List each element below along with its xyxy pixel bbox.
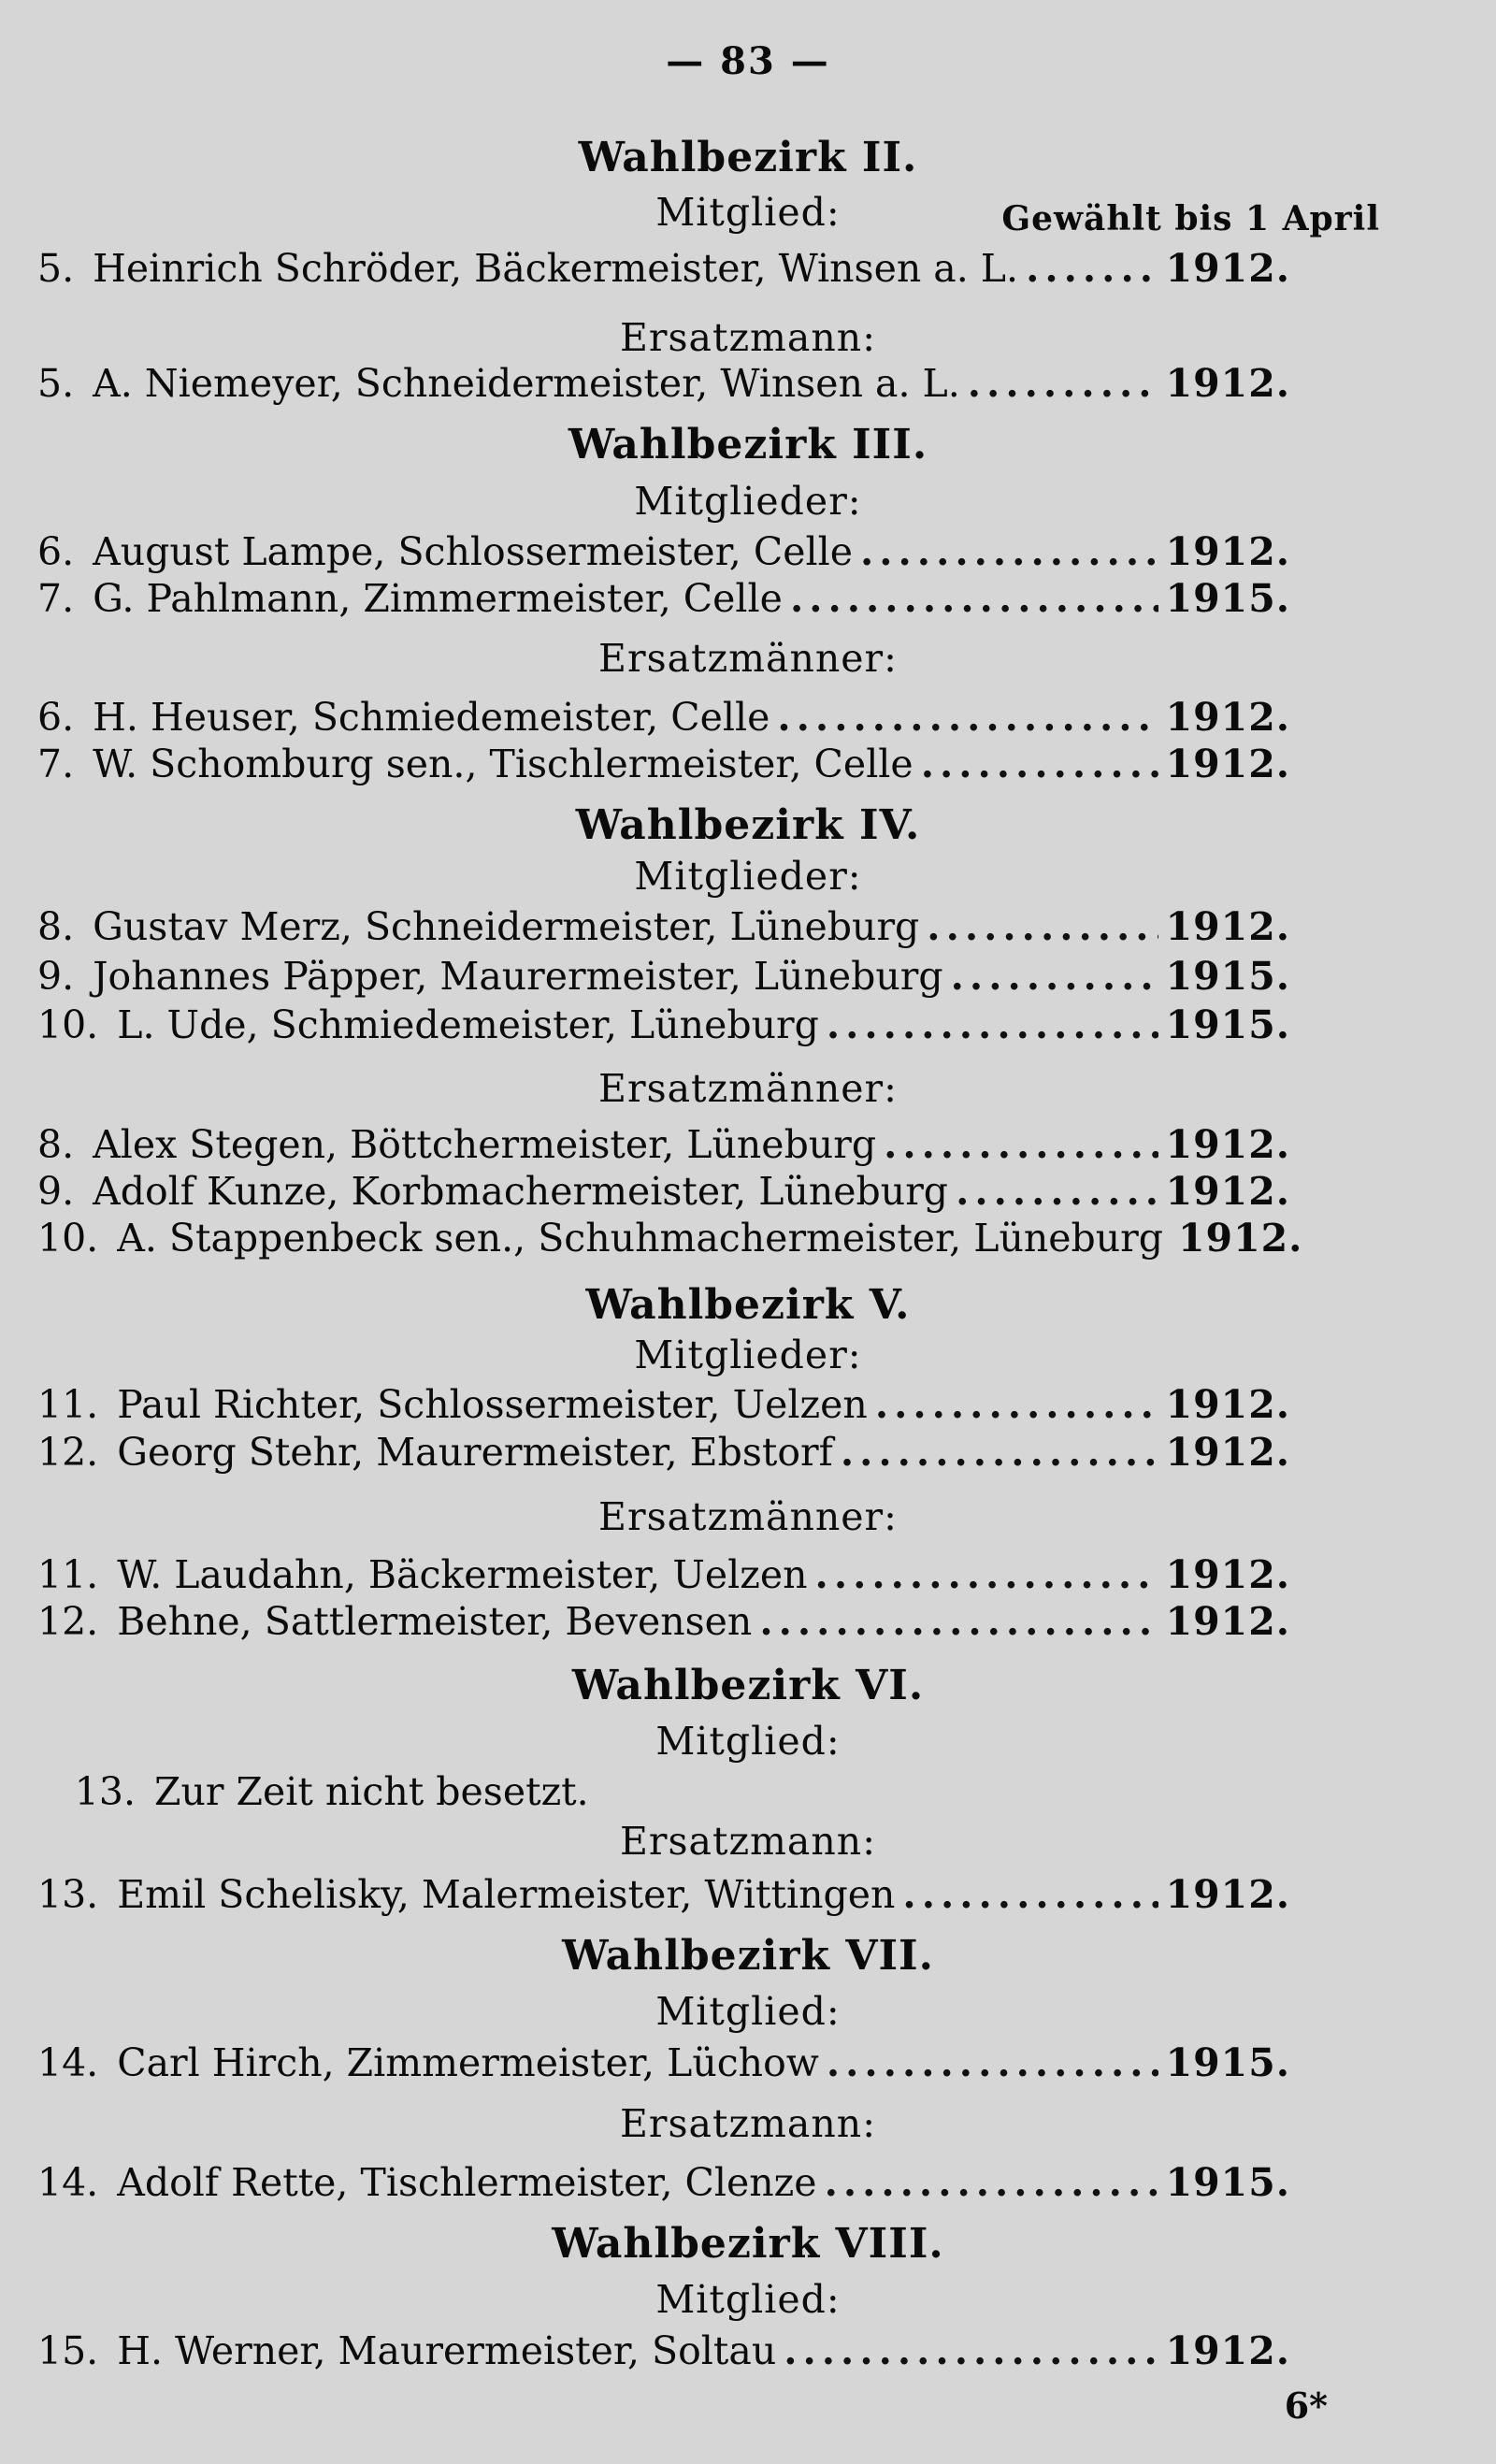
substitutes-label: Ersatzmänner: xyxy=(598,1066,898,1111)
entry-year: 1912. xyxy=(1165,1430,1290,1475)
members-label: Mitglieder: xyxy=(634,854,862,899)
entry-text: W. Schomburg sen., Tischlermeister, Celle xyxy=(93,742,913,786)
entry-number: 11. xyxy=(37,1552,99,1597)
entry-number: 11. xyxy=(37,1382,99,1427)
dot-leader xyxy=(1026,246,1158,291)
list-item xyxy=(37,2040,1290,2089)
entry-text: Georg Stehr, Maurermeister, Ebstorf xyxy=(117,1430,833,1475)
dot-leader xyxy=(875,1382,1158,1427)
entry-number: 9. xyxy=(37,1169,75,1214)
entry-number: 7. xyxy=(37,576,75,621)
list-item xyxy=(37,904,1290,953)
entry-year: 1915. xyxy=(1165,954,1290,999)
entry-year: 1912. xyxy=(1165,1599,1290,1644)
entry-number: 8. xyxy=(37,904,75,949)
entry-year: 1915. xyxy=(1165,2160,1290,2205)
dot-leader xyxy=(860,529,1158,574)
entry-number: 12. xyxy=(37,1599,99,1644)
entry-text: H. Heuser, Schmiedemeister, Celle xyxy=(93,695,770,740)
entry-text: Carl Hirch, Zimmermeister, Lüchow xyxy=(117,2040,819,2085)
list-item xyxy=(37,529,1290,578)
list-item xyxy=(37,2328,1290,2377)
entry-number: 13. xyxy=(37,1872,99,1917)
members-label: Mitglieder: xyxy=(634,1333,862,1377)
entry-year: 1912. xyxy=(1165,361,1290,406)
members-label: Mitglieder: xyxy=(634,479,862,524)
dot-leader xyxy=(827,1002,1158,1047)
district-heading: Wahlbezirk V. xyxy=(585,1281,911,1329)
substitutes-label: Ersatzmann: xyxy=(619,1819,877,1864)
list-item xyxy=(37,1430,1290,1478)
entry-number: 9. xyxy=(37,954,75,999)
entry-year: 1912. xyxy=(1178,1216,1303,1261)
entry-text: L. Ude, Schmiedemeister, Lüneburg xyxy=(117,1002,819,1047)
entry-number: 6. xyxy=(37,695,75,740)
elected-until-note: Gewählt bis 1 April xyxy=(1001,199,1380,238)
entry-number: 10. xyxy=(37,1216,99,1261)
entry-year: 1912. xyxy=(1165,1552,1290,1597)
substitutes-label: Ersatzmänner: xyxy=(598,636,898,681)
members-label: Mitglied: xyxy=(655,1989,841,2034)
district-heading: Wahlbezirk VIII. xyxy=(552,2220,944,2268)
entry-text: H. Werner, Maurermeister, Soltau xyxy=(117,2328,777,2373)
entry-year: 1912. xyxy=(1165,1122,1290,1167)
list-item xyxy=(37,246,1290,295)
entry-number: 5. xyxy=(37,246,75,291)
list-item xyxy=(37,1002,1290,1051)
entry-number: 7. xyxy=(37,742,75,786)
members-label: Mitglied: xyxy=(655,190,841,235)
entry-text: Behne, Sattlermeister, Bevensen xyxy=(117,1599,753,1644)
members-label: Mitglied: xyxy=(655,2277,841,2322)
district-heading: Wahlbezirk IV. xyxy=(575,801,921,849)
entry-year: 1915. xyxy=(1165,2040,1290,2085)
entry-year: 1912. xyxy=(1165,1872,1290,1917)
dot-leader xyxy=(921,742,1158,786)
list-item xyxy=(37,361,1290,410)
list-item xyxy=(37,1122,1290,1171)
entry-text: Zur Zeit nicht besetzt. xyxy=(154,1769,589,1814)
entry-number: 15. xyxy=(37,2328,99,2373)
entry-year: 1912. xyxy=(1165,695,1290,740)
entry-year: 1912. xyxy=(1165,246,1290,291)
entry-text: August Lampe, Schlossermeister, Celle xyxy=(93,529,853,574)
list-item xyxy=(37,1599,1290,1648)
district-heading: Wahlbezirk III. xyxy=(568,421,928,468)
entry-number: 6. xyxy=(37,529,75,574)
entry-year: 1912. xyxy=(1165,529,1290,574)
dot-leader xyxy=(956,1169,1158,1214)
dot-leader xyxy=(777,695,1158,740)
entry-number: 5. xyxy=(37,361,75,406)
entry-text: G. Pahlmann, Zimmermeister, Celle xyxy=(93,576,783,621)
list-item xyxy=(37,576,1290,625)
entry-year: 1912. xyxy=(1165,2328,1290,2373)
entry-year: 1915. xyxy=(1165,576,1290,621)
list-item xyxy=(37,695,1290,743)
list-item xyxy=(37,1169,1290,1218)
district-heading: Wahlbezirk VII. xyxy=(562,1932,934,1980)
entry-year: 1912. xyxy=(1165,1169,1290,1214)
entry-number: 12. xyxy=(37,1430,99,1475)
entry-year: 1912. xyxy=(1165,1382,1290,1427)
entry-year: 1912. xyxy=(1165,742,1290,786)
members-label: Mitglied: xyxy=(655,1719,841,1764)
list-item xyxy=(37,1552,1290,1601)
dot-leader xyxy=(841,1430,1158,1475)
list-item xyxy=(37,954,1290,1002)
dot-leader xyxy=(827,2040,1158,2085)
entry-text: A. Niemeyer, Schneidermeister, Winsen a. L. xyxy=(93,361,960,406)
entry-text: Johannes Päpper, Maurermeister, Lüneburg xyxy=(93,954,943,999)
dot-leader xyxy=(927,904,1158,949)
entry-text: A. Stappenbeck sen., Schuhmachermeister, Lüneburg xyxy=(117,1216,1164,1261)
list-item xyxy=(37,1216,1303,1264)
entry-year: 1912. xyxy=(1165,904,1290,949)
district-heading: Wahlbezirk VI. xyxy=(571,1662,925,1709)
entry-text: Gustav Merz, Schneidermeister, Lüneburg xyxy=(93,904,920,949)
list-item xyxy=(37,2160,1290,2209)
dot-leader xyxy=(759,1599,1158,1644)
district-heading: Wahlbezirk II. xyxy=(578,134,918,181)
dot-leader xyxy=(784,2328,1158,2373)
entry-text: Emil Schelisky, Malermeister, Wittingen xyxy=(117,1872,896,1917)
signature-mark: 6* xyxy=(1284,2385,1328,2427)
substitutes-label: Ersatzmann: xyxy=(619,2101,877,2146)
entry-text: Heinrich Schröder, Bäckermeister, Winsen a. L. xyxy=(93,246,1019,291)
entry-text: Adolf Kunze, Korbmachermeister, Lüneburg xyxy=(93,1169,949,1214)
dot-leader xyxy=(968,361,1158,406)
dot-leader xyxy=(884,1122,1158,1167)
list-item xyxy=(37,1769,1290,1818)
entry-number: 8. xyxy=(37,1122,75,1167)
entry-number: 14. xyxy=(37,2040,99,2085)
entry-text: Alex Stegen, Böttchermeister, Lüneburg xyxy=(93,1122,877,1167)
entry-text: W. Laudahn, Bäckermeister, Uelzen xyxy=(117,1552,808,1597)
dot-leader xyxy=(902,1872,1158,1917)
entry-text: Adolf Rette, Tischlermeister, Clenze xyxy=(117,2160,817,2205)
list-item xyxy=(37,742,1290,790)
dot-leader xyxy=(825,2160,1158,2205)
page-number: — 83 — xyxy=(666,39,830,83)
dot-leader xyxy=(951,954,1158,999)
dot-leader xyxy=(790,576,1158,621)
substitutes-label: Ersatzmann: xyxy=(619,315,877,360)
entry-number: 14. xyxy=(37,2160,99,2205)
entry-text: Paul Richter, Schlossermeister, Uelzen xyxy=(117,1382,868,1427)
list-item xyxy=(37,1872,1290,1921)
entry-number: 13. xyxy=(74,1769,136,1814)
entry-number: 10. xyxy=(37,1002,99,1047)
list-item xyxy=(37,1382,1290,1431)
entry-year: 1915. xyxy=(1165,1002,1290,1047)
substitutes-label: Ersatzmänner: xyxy=(598,1494,898,1539)
dot-leader xyxy=(815,1552,1158,1597)
